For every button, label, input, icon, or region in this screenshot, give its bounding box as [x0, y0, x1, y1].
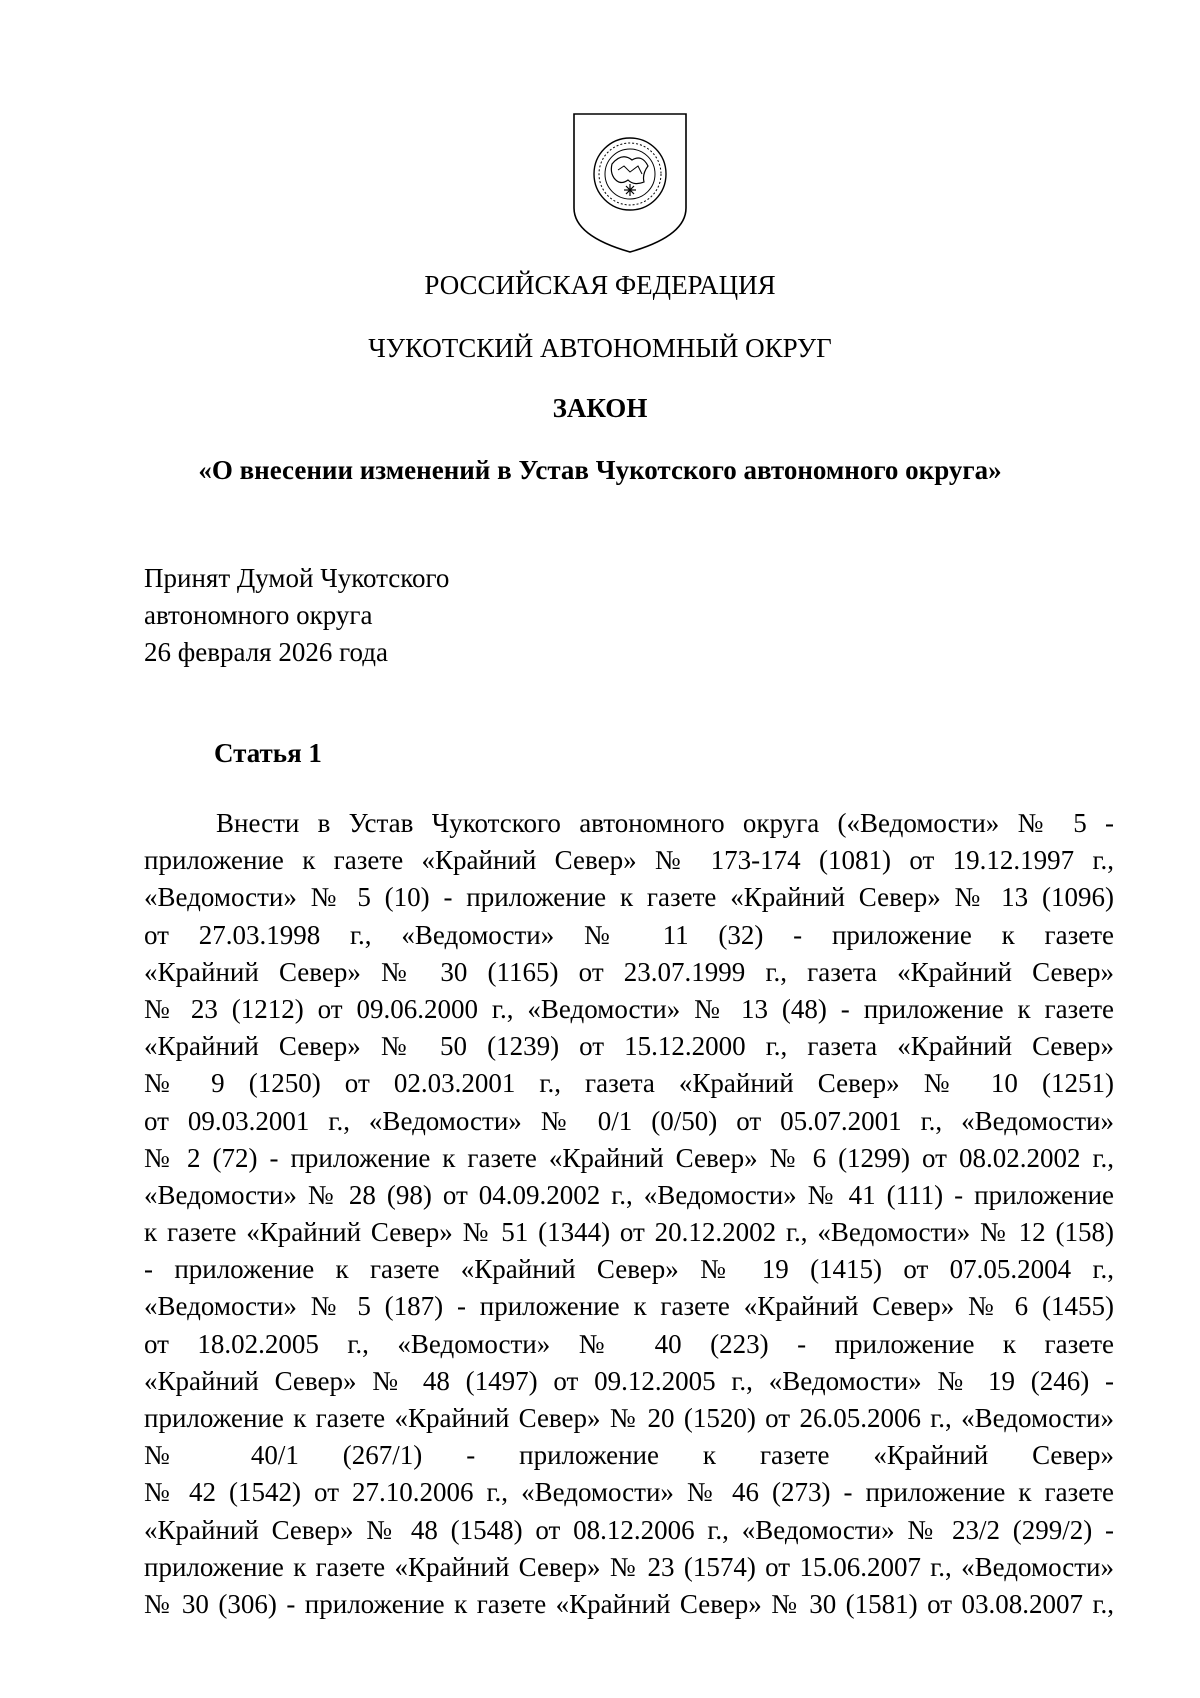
body-line: № 42 (1542) от 27.10.2006 г., «Ведомости» № 46 (273) - приложение к газете: [144, 1477, 1114, 1508]
body-line: № 9 (1250) от 02.03.2001 г., газета «Крайний Север» № 10 (1251): [144, 1068, 1114, 1099]
article-heading: Статья 1: [214, 738, 322, 768]
body-line: - приложение к газете «Крайний Север» № 19 (1415) от 07.05.2004 г.,: [144, 1254, 1114, 1285]
body-line: от 27.03.1998 г., «Ведомости» № 11 (32) - приложение к газете: [144, 919, 1114, 950]
region-heading: ЧУКОТСКИЙ АВТОНОМНЫЙ ОКРУГ: [368, 333, 832, 363]
adoption-block: [144, 560, 449, 671]
body-line: приложение к газете «Крайний Север» № 20 (1520) от 26.05.2006 г., «Ведомости»: [144, 1403, 1114, 1433]
body-line: «Ведомости» № 5 (187) - приложение к газете «Крайний Север» № 6 (1455): [144, 1291, 1114, 1322]
body-line: «Ведомости» № 28 (98) от 04.09.2002 г., «Ведомости» № 41 (111) - приложение: [144, 1179, 1114, 1210]
body-line: «Ведомости» № 5 (10) - приложение к газете «Крайний Север» № 13 (1096): [144, 882, 1114, 913]
body-line: «Крайний Север» № 50 (1239) от 15.12.2000 г., газета «Крайний Север»: [144, 1031, 1114, 1062]
body-line: приложение к газете «Крайний Север» № 173-174 (1081) от 19.12.1997 г.,: [144, 845, 1114, 876]
adoption-date: 26 февраля 2026 года: [144, 637, 388, 667]
body-line: приложение к газете «Крайний Север» № 23 (1574) от 15.06.2007 г., «Ведомости»: [144, 1551, 1114, 1582]
country-heading: РОССИЙСКАЯ ФЕДЕРАЦИЯ: [424, 270, 776, 300]
body-line: от 18.02.2005 г., «Ведомости» № 40 (223) - приложение к газете: [144, 1328, 1114, 1359]
body-line: № 30 (306) - приложение к газете «Крайний Север» № 30 (1581) от 03.08.2007 г.,: [144, 1588, 1114, 1619]
body-line: № 2 (72) - приложение к газете «Крайний Север» № 6 (1299) от 08.02.2002 г.,: [144, 1142, 1114, 1173]
body-line: № 23 (1212) от 09.06.2000 г., «Ведомости» № 13 (48) - приложение к газете: [144, 993, 1114, 1024]
law-title: «О внесении изменений в Устав Чукотского автономного округа»: [198, 455, 1002, 485]
body-line: № 40/1 (267/1) - приложение к газете «Крайний Север»: [144, 1440, 1114, 1471]
article-body: [144, 805, 1114, 1623]
body-line: «Крайний Север» № 48 (1548) от 08.12.2006 г., «Ведомости» № 23/2 (299/2) -: [144, 1514, 1114, 1545]
body-line: «Крайний Север» № 48 (1497) от 09.12.2005 г., «Ведомости» № 19 (246) -: [144, 1365, 1114, 1396]
body-line: от 09.03.2001 г., «Ведомости» № 0/1 (0/50) от 05.07.2001 г., «Ведомости»: [144, 1105, 1114, 1136]
body-line: «Крайний Север» № 30 (1165) от 23.07.1999 г., газета «Крайний Север»: [144, 956, 1114, 987]
coat-of-arms-icon: [572, 112, 688, 254]
adoption-line: Принят Думой Чукотского: [144, 563, 450, 593]
document-type-heading: ЗАКОН: [552, 393, 648, 423]
body-line: к газете «Крайний Север» № 51 (1344) от 20.12.2002 г., «Ведомости» № 12 (158): [144, 1217, 1114, 1248]
body-line: Внести в Устав Чукотского автономного округа («Ведомости» № 5 -: [216, 808, 1114, 838]
adoption-line: автономного округа: [144, 600, 373, 630]
